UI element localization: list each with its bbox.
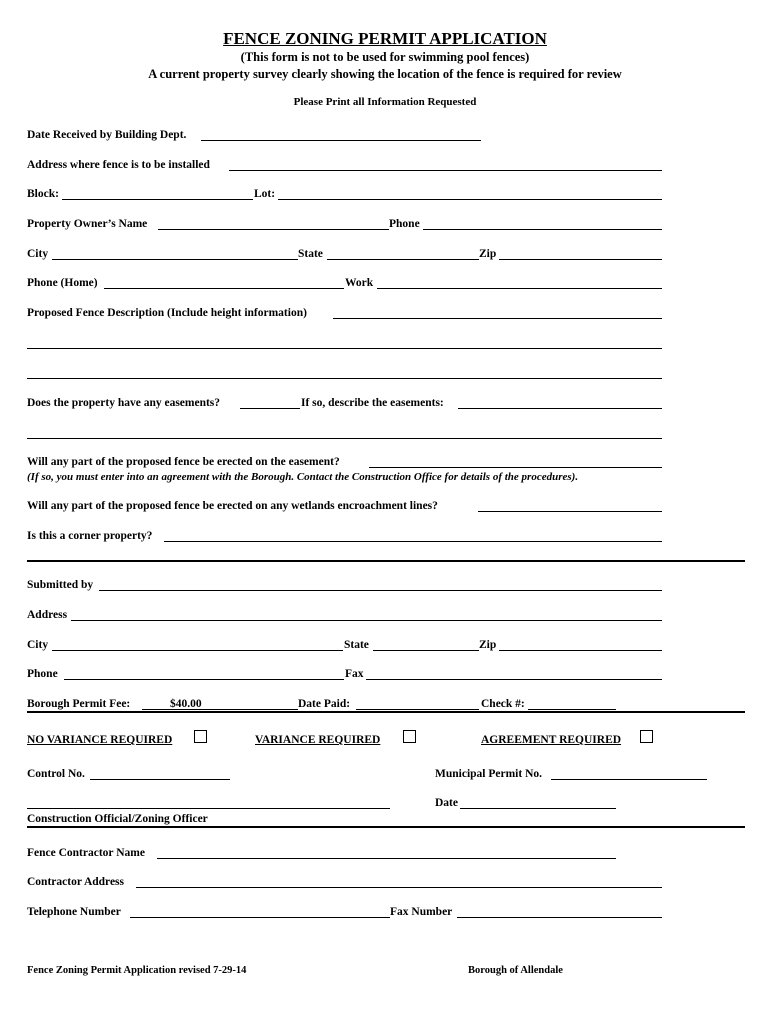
- easements-question: Does the property have any easements?: [27, 397, 221, 409]
- submitter-zip-label: Zip: [479, 639, 497, 651]
- owner-name-field[interactable]: [158, 229, 389, 230]
- install-address-field[interactable]: [229, 170, 662, 171]
- owner-state-field[interactable]: [327, 259, 479, 260]
- submitted-by-label: Submitted by: [27, 579, 94, 591]
- easements-describe-field-2[interactable]: [27, 438, 662, 439]
- official-date-field[interactable]: [460, 808, 616, 809]
- submitter-fax-field[interactable]: [366, 679, 662, 680]
- print-instruction: Please Print all Information Requested: [293, 96, 477, 108]
- owner-phone-field[interactable]: [423, 229, 662, 230]
- submitter-state-label: State: [344, 639, 369, 651]
- permit-fee-field[interactable]: [142, 709, 298, 710]
- municipal-permit-label: Municipal Permit No.: [435, 768, 542, 780]
- easements-describe-field-1[interactable]: [458, 408, 662, 409]
- owner-zip-label: Zip: [479, 248, 497, 260]
- submitter-zip-field[interactable]: [499, 650, 662, 651]
- borough-footer: Borough of Allendale: [468, 965, 563, 976]
- easements-answer-field[interactable]: [240, 408, 300, 409]
- official-signature-field[interactable]: [27, 808, 390, 809]
- permit-fee-label: Borough Permit Fee:: [27, 698, 131, 710]
- owner-city-field[interactable]: [52, 259, 298, 260]
- fence-description-field-3[interactable]: [27, 378, 662, 379]
- lot-field[interactable]: [278, 199, 662, 200]
- official-date-label: Date: [435, 797, 458, 809]
- form-title: FENCE ZONING PERMIT APPLICATION: [223, 29, 547, 48]
- owner-state-label: State: [298, 248, 323, 260]
- contractor-telephone-label: Telephone Number: [27, 906, 121, 918]
- wetlands-question: Will any part of the proposed fence be erected on any wetlands encroachment lines?: [27, 500, 438, 512]
- control-number-label: Control No.: [27, 768, 85, 780]
- submitter-city-label: City: [27, 639, 49, 651]
- corner-property-field[interactable]: [164, 541, 662, 542]
- contractor-address-field[interactable]: [136, 887, 662, 888]
- phone-home-label: Phone (Home): [27, 277, 98, 289]
- pool-fence-note: (This form is not to be used for swimming pool fences): [240, 50, 530, 64]
- install-address-label: Address where fence is to be installed: [27, 159, 210, 171]
- date-paid-field[interactable]: [356, 709, 479, 710]
- corner-property-question: Is this a corner property?: [27, 530, 153, 542]
- submitter-address-field[interactable]: [71, 620, 662, 621]
- easement-fence-question: Will any part of the proposed fence be erected on the easement?: [27, 456, 340, 468]
- block-label: Block:: [27, 188, 59, 200]
- lot-label: Lot:: [254, 188, 276, 200]
- contractor-telephone-field[interactable]: [130, 917, 390, 918]
- fence-description-label: Proposed Fence Description (Include height information): [27, 307, 307, 319]
- survey-requirement-note: A current property survey clearly showing the location of the fence is required for review: [148, 67, 622, 81]
- block-field[interactable]: [62, 199, 253, 200]
- owner-zip-field[interactable]: [499, 259, 662, 260]
- owner-phone-label: Phone: [389, 218, 420, 230]
- contractor-name-field[interactable]: [157, 858, 616, 859]
- variance-checkbox[interactable]: [403, 730, 416, 743]
- check-number-label: Check #:: [481, 698, 525, 710]
- date-paid-label: Date Paid:: [298, 698, 351, 710]
- contractor-name-label: Fence Contractor Name: [27, 847, 145, 859]
- contractor-address-label: Contractor Address: [27, 876, 125, 888]
- contractor-fax-field[interactable]: [457, 917, 662, 918]
- easement-fence-field[interactable]: [369, 467, 662, 468]
- official-title-label: Construction Official/Zoning Officer: [27, 813, 208, 825]
- fence-description-field-1[interactable]: [333, 318, 662, 319]
- date-received-field[interactable]: [201, 140, 481, 141]
- agreement-checkbox[interactable]: [640, 730, 653, 743]
- submitted-by-field[interactable]: [99, 590, 662, 591]
- variance-label: VARIANCE REQUIRED: [255, 734, 381, 746]
- no-variance-label: NO VARIANCE REQUIRED: [27, 734, 173, 746]
- owner-city-label: City: [27, 248, 49, 260]
- submitter-state-field[interactable]: [373, 650, 479, 651]
- permit-fee-value: $40.00: [170, 698, 202, 710]
- owner-name-label: Property Owner’s Name: [27, 218, 148, 230]
- form-revision-footer: Fence Zoning Permit Application revised 7-29-14: [27, 965, 247, 976]
- phone-home-field[interactable]: [104, 288, 344, 289]
- work-phone-label: Work: [345, 277, 374, 289]
- municipal-permit-field[interactable]: [551, 779, 707, 780]
- date-received-label: Date Received by Building Dept.: [27, 129, 187, 141]
- control-number-field[interactable]: [90, 779, 230, 780]
- submitter-phone-field[interactable]: [64, 679, 344, 680]
- agreement-label: AGREEMENT REQUIRED: [481, 734, 622, 746]
- fence-description-field-2[interactable]: [27, 348, 662, 349]
- submitter-fax-label: Fax: [345, 668, 364, 680]
- no-variance-checkbox[interactable]: [194, 730, 207, 743]
- submitter-phone-label: Phone: [27, 668, 58, 680]
- submitter-address-label: Address: [27, 609, 68, 621]
- easements-describe-label: If so, describe the easements:: [301, 397, 444, 409]
- work-phone-field[interactable]: [377, 288, 662, 289]
- check-number-field[interactable]: [528, 709, 616, 710]
- contractor-fax-label: Fax Number: [390, 906, 453, 918]
- submitter-city-field[interactable]: [52, 650, 343, 651]
- wetlands-field[interactable]: [478, 511, 662, 512]
- section-divider-1: [27, 560, 745, 562]
- section-divider-2: [27, 711, 745, 713]
- easement-agreement-note: (If so, you must enter into an agreement with the Borough. Contact the Construction Office for details of the procedures).: [27, 471, 579, 483]
- section-divider-3: [27, 826, 745, 828]
